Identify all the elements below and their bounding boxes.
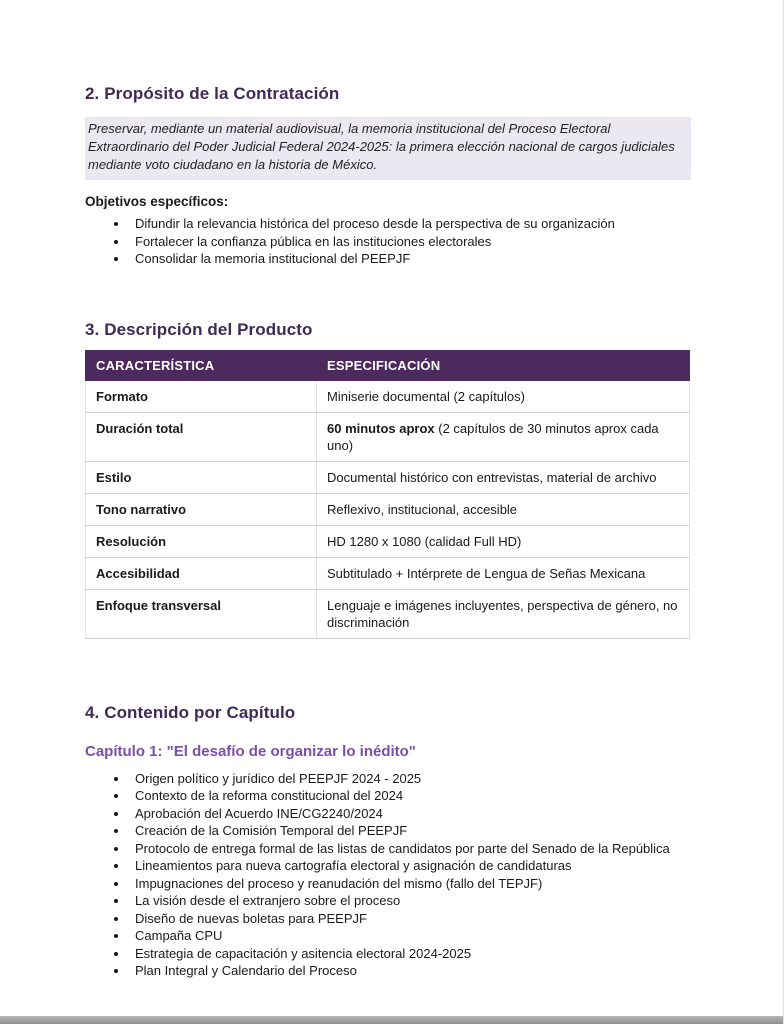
page-bottom-edge (0, 1016, 783, 1024)
chapter-item: • La visión desde el extranjero sobre el proceso (129, 892, 691, 910)
purpose-highlight-paragraph: Preservar, mediante un material audiovisual, la memoria institucional del Proceso Electoral Extraordinario del Poder Judicial Federal 2024-2025: la primera elección nacional de cargos judiciales mediante voto ciudadano en la historia de México. (85, 117, 691, 180)
table-header-especificacion: ESPECIFICACIÓN (317, 350, 690, 380)
chapter-1-heading: Capítulo 1: "El desafío de organizar lo inédito" (85, 742, 416, 760)
chapter-item: • Diseño de nuevas boletas para PEEPJF (129, 910, 691, 928)
spec-value-bold: 60 minutos aprox (327, 420, 435, 436)
chapter-item: • Campaña CPU (129, 927, 691, 945)
spec-feature-cell: Formato (86, 380, 317, 412)
spec-table-row (86, 525, 690, 557)
objectives-label: Objetivos específicos: (85, 194, 229, 209)
spec-value-cell: Reflexivo, institucional, accesible (317, 493, 690, 525)
section-product-heading: 3. Descripción del Producto (85, 319, 313, 339)
objective-item: • Fortalecer la confianza pública en las instituciones electorales (129, 233, 691, 251)
section-purpose-heading: 2. Propósito de la Contratación (85, 84, 340, 103)
chapter-item: • Contexto de la reforma constitucional del 2024 (129, 787, 691, 805)
spec-feature-cell: Tono narrativo (86, 493, 317, 525)
spacer (85, 639, 691, 703)
spec-table-row (86, 461, 690, 493)
chapter-item: • Lineamientos para nueva cartografía electoral y asignación de candidaturas (129, 857, 691, 875)
chapter-1-item-list (113, 770, 691, 980)
chapter-item: • Protocolo de entrega formal de las listas de candidatos por parte del Senado de la República (129, 840, 691, 858)
table-header-row (86, 350, 690, 380)
chapter-item: • Creación de la Comisión Temporal del PEEPJF (129, 822, 691, 840)
objective-item: • Difundir la relevancia histórica del proceso desde la perspectiva de su organización (129, 215, 691, 233)
product-spec-table (85, 350, 690, 639)
spec-value-cell: HD 1280 x 1080 (calidad Full HD) (317, 525, 690, 557)
chapter-item: • Plan Integral y Calendario del Proceso (129, 962, 691, 980)
spec-value-cell: 60 minutos aprox (2 capítulos de 30 minutos aprox cada uno) (317, 412, 690, 461)
spec-table-row (86, 557, 690, 589)
spec-value-cell: Miniserie documental (2 capítulos) (317, 380, 690, 412)
spec-value-cell: Subtitulado + Intérprete de Lengua de Señas Mexicana (317, 557, 690, 589)
chapter-item: • Aprobación del Acuerdo INE/CG2240/2024 (129, 805, 691, 823)
page-content (85, 84, 691, 980)
chapter-item: • Impugnaciones del proceso y reanudación del mismo (fallo del TEPJF) (129, 875, 691, 893)
spec-value-cell: Lenguaje e imágenes incluyentes, perspectiva de género, no discriminación (317, 589, 690, 638)
table-header-caracteristica: CARACTERÍSTICA (86, 350, 317, 380)
spec-value-cell: Documental histórico con entrevistas, material de archivo (317, 461, 690, 493)
spec-table-row (86, 493, 690, 525)
spec-table-row (86, 380, 690, 412)
spec-feature-cell: Accesibilidad (86, 557, 317, 589)
spec-feature-cell: Duración total (86, 412, 317, 461)
spacer (85, 268, 691, 320)
objectives-list (113, 215, 691, 268)
chapter-item: • Estrategia de capacitación y asitencia electoral 2024-2025 (129, 945, 691, 963)
chapter-item: • Origen político y jurídico del PEEPJF 2024 - 2025 (129, 770, 691, 788)
objective-item: • Consolidar la memoria institucional del PEEPJF (129, 250, 691, 268)
spec-feature-cell: Estilo (86, 461, 317, 493)
spec-table-row (86, 412, 690, 461)
section-content-heading: 4. Contenido por Capítulo (85, 702, 296, 722)
spec-feature-cell: Resolución (86, 525, 317, 557)
spec-table-row (86, 589, 690, 638)
spec-feature-cell: Enfoque transversal (86, 589, 317, 638)
